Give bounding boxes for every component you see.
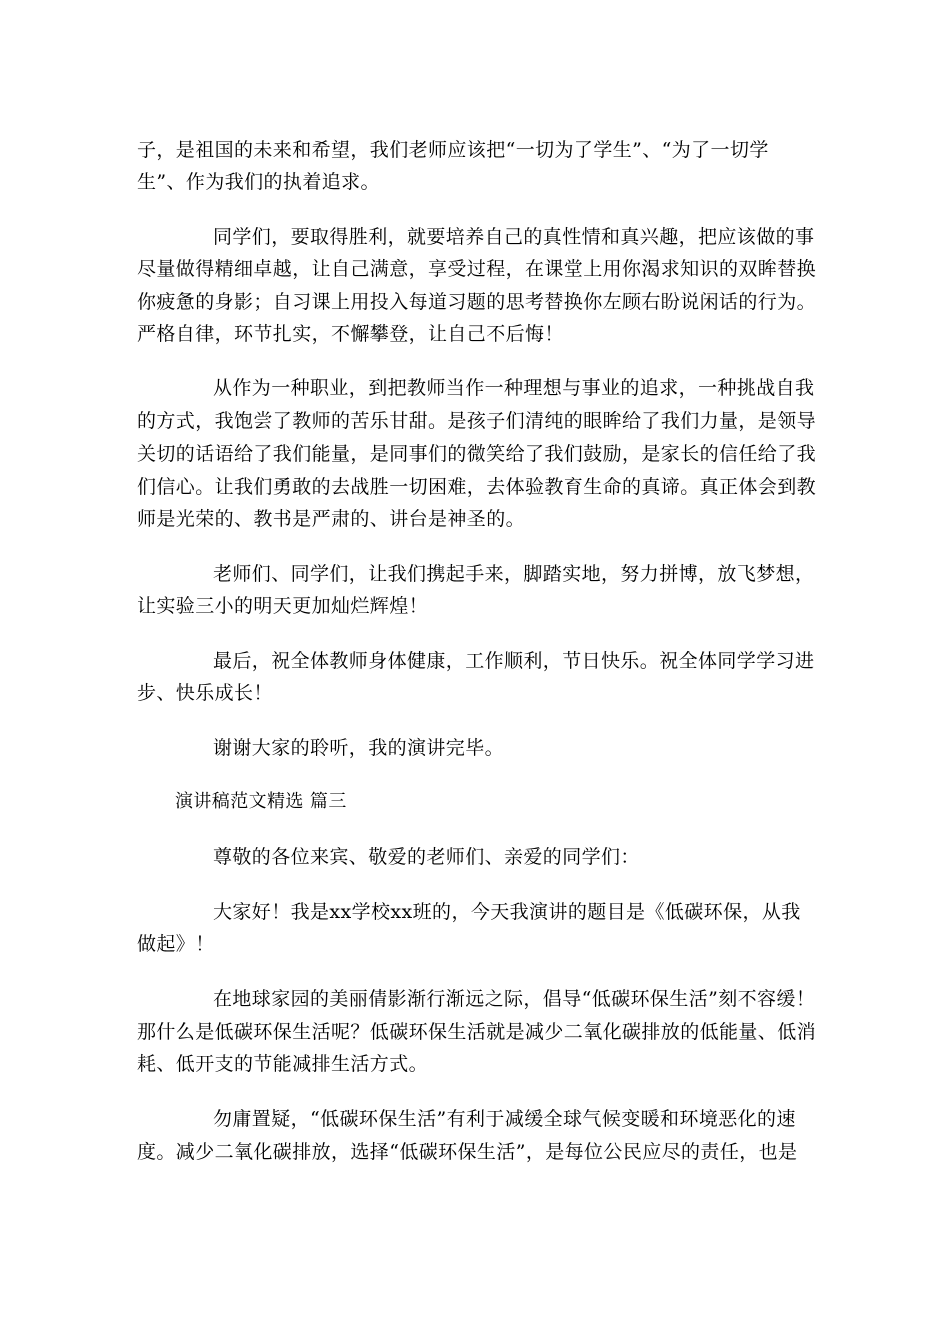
paragraph-line: 们信心。让我们勇敢的去战胜一切困难，去体验教育生命的真谛。真正体会到教	[137, 476, 817, 498]
paragraph-line: 生”、作为我们的执着追求。	[137, 171, 380, 193]
paragraph-line: 步、快乐成长！	[137, 682, 273, 704]
paragraph-line: 老师们、同学们，让我们携起手来，脚踏实地，努力拼博，放飞梦想，	[213, 563, 815, 585]
paragraph-line: 做起》！	[137, 933, 215, 955]
paragraph-line: 谢谢大家的聆听，我的演讲完毕。	[213, 737, 505, 759]
paragraph-line: 你疲惫的身影；自习课上用投入每道习题的思考替换你左顾右盼说闲话的行为。	[137, 291, 817, 313]
paragraph-line: 大家好！我是xx学校xx班的，今天我演讲的题目是《低碳环保，从我	[213, 901, 801, 923]
paragraph-line: 那什么是低碳环保生活呢？低碳环保生活就是减少二氧化碳排放的低能量、低消	[137, 1021, 817, 1043]
paragraph-line: 从作为一种职业，到把教师当作一种理想与事业的追求，一种挑战自我	[213, 377, 815, 399]
paragraph-line: 耗、低开支的节能减排生活方式。	[137, 1053, 429, 1075]
paragraph-line: 最后，祝全体教师身体健康，工作顺利，节日快乐。祝全体同学学习进	[213, 650, 815, 672]
paragraph-line: 在地球家园的美丽倩影渐行渐远之际，倡导“低碳环保生活”刻不容缓！	[213, 988, 816, 1010]
paragraph-line: 尊敬的各位来宾、敬爱的老师们、亲爱的同学们：	[213, 846, 640, 868]
paragraph-line: 的方式，我饱尝了教师的苦乐甘甜。是孩子们清纯的眼眸给了我们力量，是领导	[137, 410, 817, 432]
paragraph-line: 尽量做得精细卓越，让自己满意，享受过程，在课堂上用你渴求知识的双眸替换	[137, 258, 817, 280]
paragraph-line: 度。减少二氧化碳排放，选择“低碳环保生活”，是每位公民应尽的责任，也是	[137, 1141, 798, 1163]
section-heading: 演讲稿范文精选 篇三	[175, 791, 347, 812]
paragraph-line: 子，是祖国的未来和希望，我们老师应该把“一切为了学生”、“为了一切学	[137, 139, 769, 161]
paragraph-line: 关切的话语给了我们能量，是同事们的微笑给了我们鼓励，是家长的信任给了我	[137, 443, 817, 465]
paragraph-line: 同学们，要取得胜利，就要培养自己的真性情和真兴趣，把应该做的事	[213, 226, 815, 248]
paragraph-line: 师是光荣的、教书是严肃的、讲台是神圣的。	[137, 508, 526, 530]
paragraph-line: 让实验三小的明天更加灿烂辉煌！	[137, 595, 429, 617]
paragraph-line: 勿庸置疑，“低碳环保生活”有利于减缓全球气候变暖和环境恶化的速	[213, 1108, 796, 1130]
paragraph-line: 严格自律，环节扎实，不懈攀登，让自己不后悔！	[137, 323, 564, 345]
